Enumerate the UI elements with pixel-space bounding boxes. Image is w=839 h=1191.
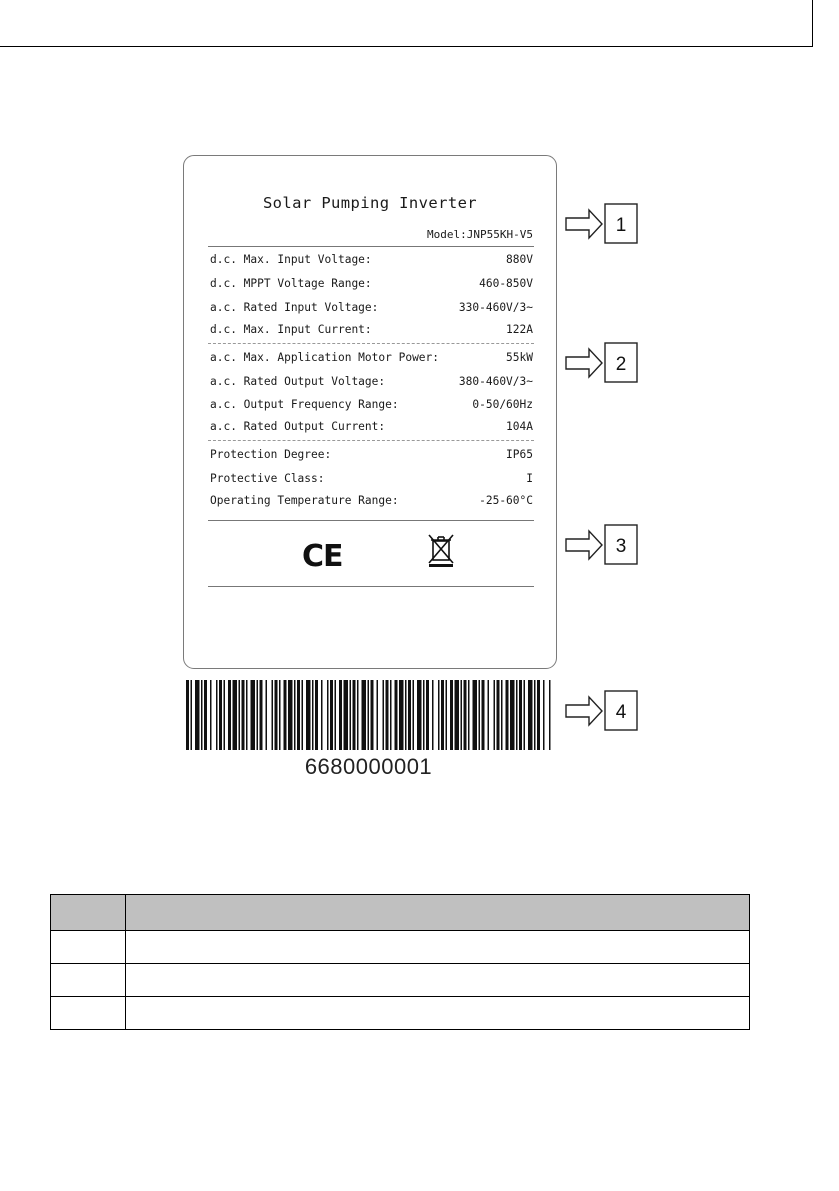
spec-value: 880V (506, 252, 533, 266)
spec-name: Protective Class: (210, 471, 325, 485)
barcode-bar (441, 680, 444, 750)
barcode-bar (233, 680, 238, 750)
barcode-bar (228, 680, 231, 750)
table-row (51, 931, 750, 964)
spec-name: d.c. Max. Input Current: (210, 322, 372, 336)
table-cell (51, 997, 126, 1030)
spec-value: 55kW (506, 350, 533, 364)
barcode-bar (260, 680, 263, 750)
label-title: Solar Pumping Inverter (262, 194, 478, 212)
barcode-bar (272, 680, 274, 750)
barcode-bar (543, 680, 545, 750)
barcode-bar (251, 680, 256, 750)
barcode-bar (516, 680, 518, 750)
spec-row (210, 275, 533, 291)
callout-arrow-icon (565, 203, 640, 245)
barcode-bar (417, 680, 422, 750)
spec-name: Protection Degree: (210, 447, 332, 461)
barcode-bar (395, 680, 398, 750)
barcode-bar (219, 680, 222, 750)
spec-row (210, 299, 533, 315)
barcode-bar (330, 680, 333, 750)
barcode-bar (302, 680, 304, 750)
barcode-bar (399, 680, 404, 750)
spec-name: Operating Temperature Range: (210, 493, 399, 507)
barcode-bar (195, 680, 200, 750)
barcode-bar (327, 680, 329, 750)
barcode-bar (210, 680, 212, 750)
spec-value: 104A (506, 419, 533, 433)
spec-name: a.c. Max. Application Motor Power: (210, 350, 440, 364)
barcode-bar (488, 680, 490, 750)
spec-row (210, 446, 533, 462)
barcode-bar (494, 680, 496, 750)
barcode-bar (362, 680, 367, 750)
callout-arrow-icon (565, 690, 640, 732)
barcode-bar (432, 680, 434, 750)
barcode-bar (371, 680, 374, 750)
spec-row (210, 396, 533, 412)
barcode-bar (528, 680, 533, 750)
spec-value: 380-460V/3~ (458, 374, 533, 388)
callout-4 (565, 690, 640, 736)
barcode-bar (497, 680, 500, 750)
table-row (51, 964, 750, 997)
callout-1 (565, 203, 640, 249)
barcode-bar (413, 680, 415, 750)
spec-value: -25-60°C (479, 493, 533, 507)
callout-3 (565, 524, 640, 570)
table-header-row (51, 895, 750, 931)
spec-row (210, 349, 533, 365)
barcode-bar (368, 680, 370, 750)
barcode-bar (506, 680, 509, 750)
table-cell (126, 931, 750, 964)
barcode-bar (519, 680, 522, 750)
barcode-bar (284, 680, 287, 750)
barcode-bar (312, 680, 314, 750)
barcode-bar (482, 680, 485, 750)
barcode-bar (405, 680, 407, 750)
spec-value: 0-50/60Hz (472, 397, 533, 411)
barcode-bar (438, 680, 440, 750)
divider (208, 343, 534, 344)
barcode-bar (464, 680, 467, 750)
spec-row (210, 470, 533, 486)
spec-value: 122A (506, 322, 533, 336)
barcode-bar (216, 680, 218, 750)
crossed-out-wheelie-bin-icon (428, 534, 454, 572)
table-cell (51, 931, 126, 964)
table-cell (126, 997, 750, 1030)
barcode-bar (501, 680, 503, 750)
barcode-bar (386, 680, 389, 750)
divider (208, 246, 534, 247)
callout-number: 3 (615, 536, 627, 557)
barcode-bar (339, 680, 342, 750)
barcode-bar (461, 680, 463, 750)
barcode-bar (204, 680, 207, 750)
spec-value: 330-460V/3~ (458, 300, 533, 314)
table-header-cell (51, 895, 126, 931)
spec-value: IP65 (506, 447, 533, 461)
barcode-bar (549, 680, 551, 750)
table-row (51, 997, 750, 1030)
barcode-bar (357, 680, 359, 750)
barcode-bar (510, 680, 515, 750)
barcode-bar (350, 680, 352, 750)
spec-row (210, 418, 533, 434)
barcode (186, 680, 551, 750)
barcode-bar (201, 680, 203, 750)
barcode-bar (191, 680, 193, 750)
barcode-bar (473, 680, 478, 750)
table-cell (126, 964, 750, 997)
barcode-bar (224, 680, 226, 750)
barcode-bar (321, 680, 323, 750)
barcode-bar (294, 680, 296, 750)
callout-2 (565, 342, 640, 388)
reference-table (50, 894, 750, 1030)
barcode-bar (377, 680, 379, 750)
barcode-bar (426, 680, 429, 750)
barcode-bar (186, 680, 189, 750)
certification-marks (184, 531, 556, 581)
callout-number: 1 (615, 215, 627, 236)
barcode-bar (275, 680, 278, 750)
barcode-bar (279, 680, 281, 750)
spec-row (210, 492, 533, 508)
spec-name: d.c. MPPT Voltage Range: (210, 276, 372, 290)
table-header-cell (126, 895, 750, 931)
barcode-bar (390, 680, 392, 750)
barcode-bar (446, 680, 448, 750)
divider (208, 520, 534, 521)
barcode-bar (468, 680, 470, 750)
barcode-bar (239, 680, 241, 750)
callout-number: 4 (615, 702, 627, 723)
barcode-bar (408, 680, 411, 750)
barcode-number: 6680000001 (304, 754, 433, 779)
barcode-bar (257, 680, 259, 750)
barcode-bar (534, 680, 536, 750)
barcode-bar (335, 680, 337, 750)
callout-arrow-icon (565, 524, 640, 566)
divider (208, 586, 534, 587)
barcode-bar (315, 680, 318, 750)
spec-name: a.c. Rated Output Voltage: (210, 374, 386, 388)
barcode-bar (353, 680, 356, 750)
callout-number: 2 (615, 354, 627, 375)
barcode-bar (524, 680, 526, 750)
barcode-bar (306, 680, 311, 750)
barcode-bar (455, 680, 460, 750)
barcode-bar (246, 680, 248, 750)
barcode-bar (344, 680, 349, 750)
barcode-bar (537, 680, 540, 750)
barcode-bar (288, 680, 293, 750)
barcode-bar (297, 680, 300, 750)
spec-value: I (526, 471, 533, 485)
page-border-line (0, 0, 813, 47)
spec-value: 460-850V (479, 276, 533, 290)
spec-name: a.c. Rated Output Current: (210, 419, 386, 433)
barcode-bar (423, 680, 425, 750)
barcode-bar (450, 680, 453, 750)
spec-name: a.c. Output Frequency Range: (210, 397, 399, 411)
spec-row (210, 373, 533, 389)
spec-name: a.c. Rated Input Voltage: (210, 300, 379, 314)
spec-row (210, 251, 533, 267)
spec-row (210, 321, 533, 337)
callout-arrow-icon (565, 342, 640, 384)
divider (208, 440, 534, 441)
ce-mark: CE (302, 539, 343, 574)
nameplate-label (183, 155, 557, 669)
barcode-bar (242, 680, 245, 750)
barcode-bar (479, 680, 481, 750)
spec-name: d.c. Max. Input Voltage: (210, 252, 372, 266)
label-model: Model:JNP55KH-V5 (427, 228, 533, 241)
barcode-bar (266, 680, 268, 750)
barcode-bar (383, 680, 385, 750)
table-cell (51, 964, 126, 997)
